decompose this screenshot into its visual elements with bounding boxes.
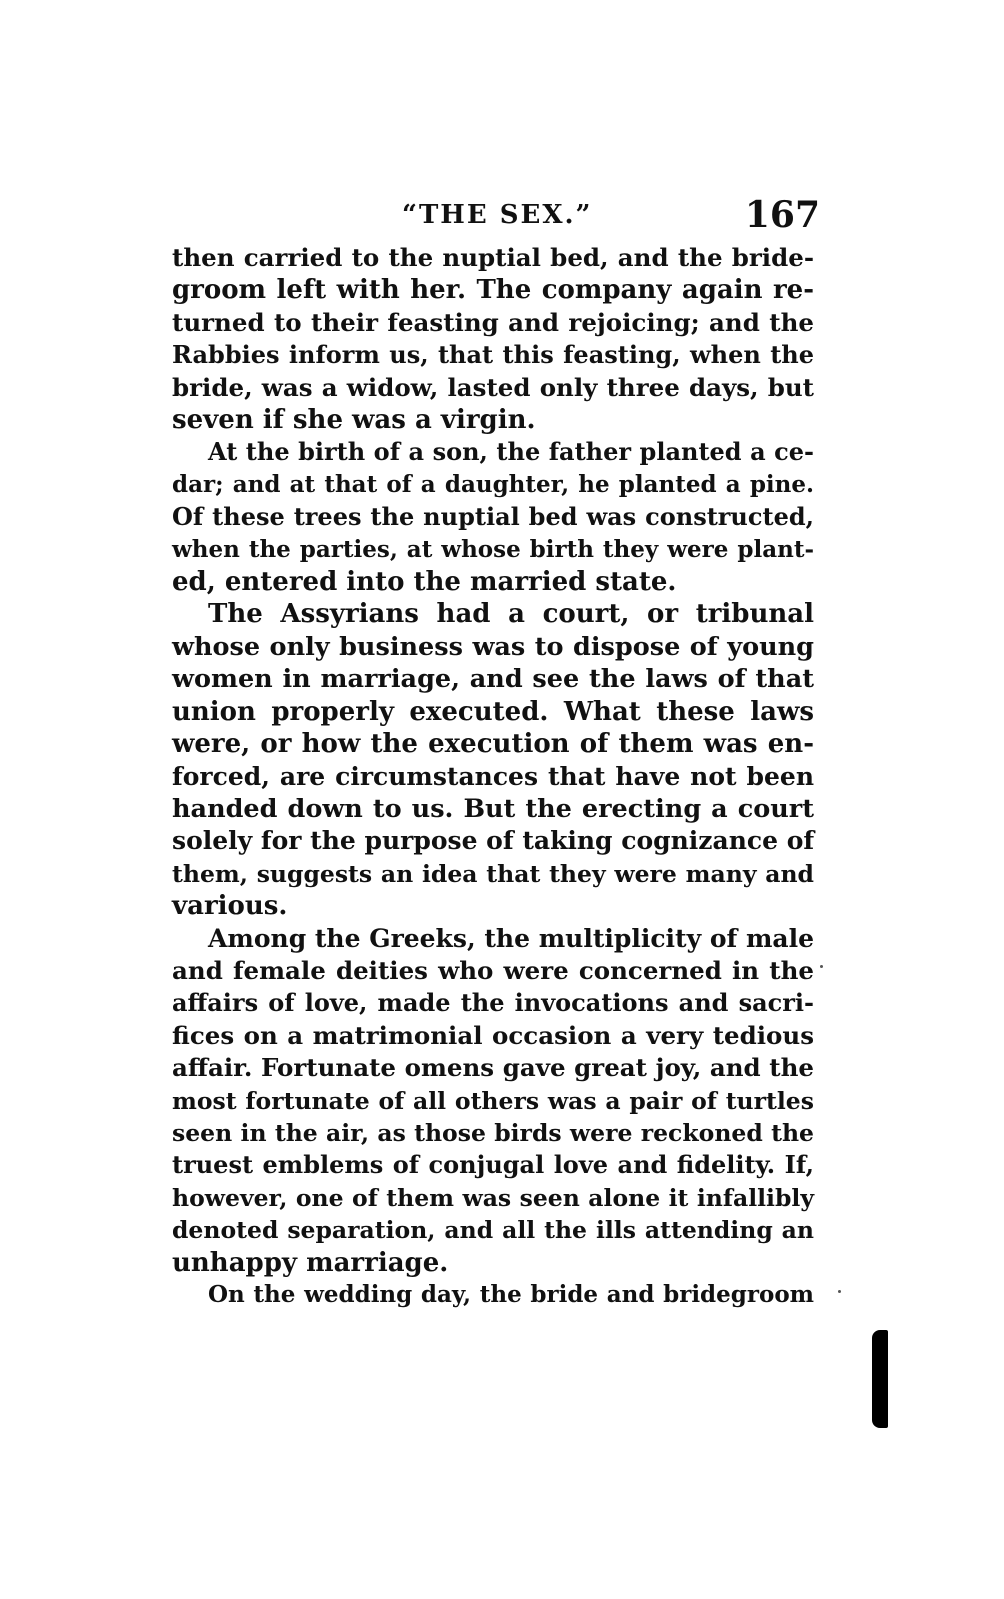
text-line: fices on a matrimonial occasion a very tedious	[172, 1020, 814, 1050]
text-line: truest emblems of conjugal love and fidelity. If,	[172, 1150, 814, 1180]
text-line: dar; and at that of a daughter, he planted a pine.	[172, 470, 814, 498]
text-line: Rabbies inform us, that this feasting, when the	[172, 340, 814, 370]
paragraph	[172, 242, 814, 436]
scan-edge-mark	[872, 1330, 888, 1428]
scan-speck	[838, 1290, 841, 1293]
text-line: whose only business was to dispose of young	[172, 631, 814, 662]
text-line: Among the Greeks, the multiplicity of male	[208, 923, 815, 953]
text-line: groom left with her. The company again re-	[172, 275, 814, 306]
paragraph	[172, 1279, 814, 1311]
paragraph	[172, 923, 814, 1279]
page-number: 167	[744, 194, 820, 236]
text-line: turned to their feasting and rejoicing; and the	[172, 307, 814, 337]
text-line: On the wedding day, the bride and bridegroom	[208, 1281, 814, 1308]
text-line: seven if she was a virgin.	[172, 405, 536, 436]
text-line: ed, entered into the married state.	[172, 567, 677, 598]
text-line: denoted separation, and all the ills attending an	[172, 1216, 814, 1245]
text-line: forced, are circumstances that have not been	[172, 761, 814, 791]
text-line: them, suggests an idea that they were many and	[172, 859, 814, 888]
text-line: women in marriage, and see the laws of that	[172, 664, 814, 695]
text-line: The Assyrians had a court, or tribunal	[208, 599, 814, 630]
text-line: were, or how the execution of them was en-	[172, 729, 814, 760]
running-head	[172, 194, 820, 240]
text-line: affair. Fortunate omens gave great joy, and the	[172, 1053, 814, 1083]
text-line: affairs of love, made the invocations and sacri-	[172, 988, 814, 1018]
text-line: when the parties, at whose birth they were plant-	[172, 535, 814, 563]
running-title: “THE SEX.”	[402, 200, 593, 230]
text-line: handed down to us. But the erecting a court	[172, 793, 814, 824]
paragraph	[172, 598, 814, 922]
text-line: bride, was a widow, lasted only three days, but	[172, 372, 814, 402]
text-line: however, one of them was seen alone it infallibly	[172, 1183, 814, 1212]
text-line: then carried to the nuptial bed, and the bride-	[172, 243, 814, 272]
text-line: seen in the air, as those birds were reckoned the	[172, 1118, 814, 1147]
body-text	[172, 242, 814, 1311]
scan-speck	[820, 965, 823, 968]
text-line: various.	[172, 891, 288, 922]
text-line: most fortunate of all others was a pair of turtles	[172, 1086, 814, 1115]
text-line: and female deities who were concerned in the	[172, 955, 814, 985]
text-line: Of these trees the nuptial bed was constructed,	[172, 502, 814, 532]
text-line: unhappy marriage.	[172, 1247, 449, 1278]
text-line: solely for the purpose of taking cognizance of	[172, 826, 815, 856]
text-line: union properly executed. What these laws	[172, 696, 814, 727]
paragraph	[172, 436, 814, 598]
text-line: At the birth of a son, the father planted a ce-	[208, 437, 814, 467]
